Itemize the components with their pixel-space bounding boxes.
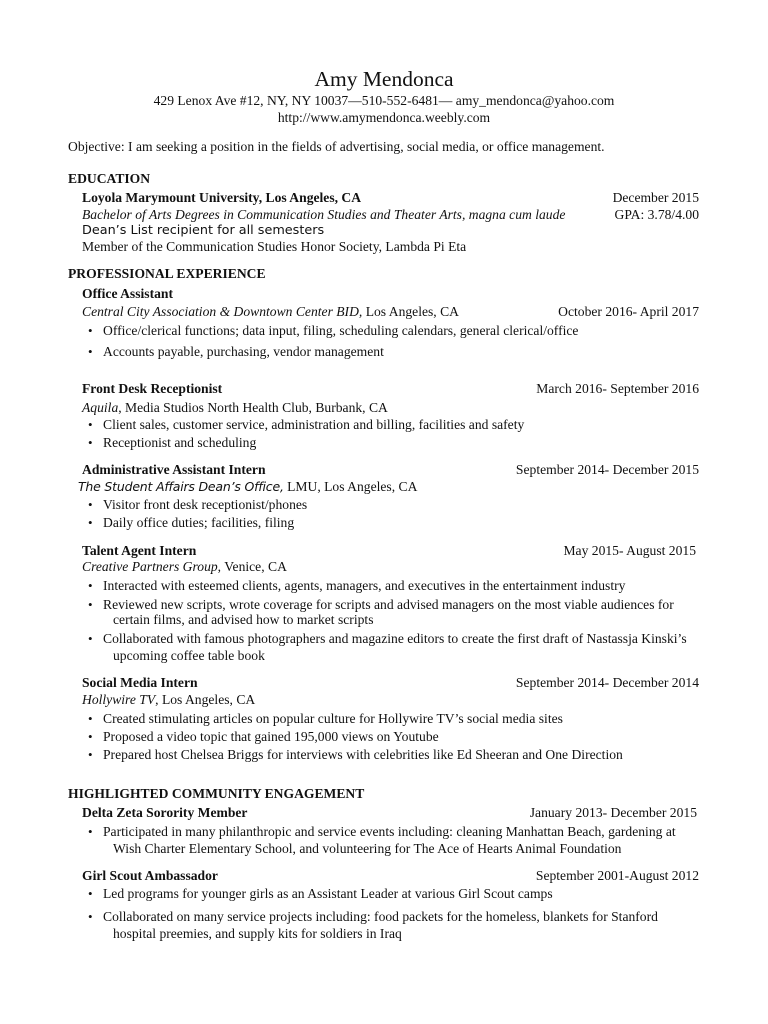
job-bullet: Accounts payable, purchasing, vendor management [103, 344, 384, 359]
job-bullet: Created stimulating articles on popular culture for Hollywire TV’s social media sites [103, 711, 563, 726]
job-bullet-continued: upcoming coffee table book [113, 648, 265, 663]
job-org-line [82, 691, 255, 708]
job-location: , Venice, CA [217, 559, 287, 574]
job-bullet: Reviewed new scripts, wrote coverage for scripts and advised managers on the most viable audiences for [103, 597, 674, 612]
job-title: Administrative Assistant Intern [82, 462, 266, 477]
job-bullet: Proposed a video topic that gained 195,000 views on Youtube [103, 729, 439, 744]
bullet: • [88, 497, 93, 512]
bullet: • [88, 344, 93, 359]
bullet: • [88, 747, 93, 762]
job-bullet: Receptionist and scheduling [103, 435, 257, 450]
community-bullet-continued: Wish Charter Elementary School, and volunteering for The Ace of Hearts Animal Foundation [113, 841, 622, 856]
community-bullet-continued: hospital preemies, and supply kits for soldiers in Iraq [113, 926, 402, 941]
community-date: September 2001-August 2012 [535, 868, 699, 883]
job-title: Talent Agent Intern [82, 543, 197, 558]
job-location: , Media Studios North Health Club, Burbank, CA [118, 400, 388, 415]
job-bullet: Interacted with esteemed clients, agents, managers, and executives in the entertainment industry [103, 578, 626, 593]
job-org: Aquila [82, 400, 119, 415]
degree-text: Bachelor of Arts Degrees in Communication Studies and Theater Arts, magna cum laude [82, 207, 566, 222]
bullet: • [88, 631, 93, 646]
bullet: • [88, 909, 93, 924]
job-org-line [82, 399, 388, 416]
job-location: , Los Angeles, CA [155, 692, 256, 707]
job-title: Front Desk Receptionist [82, 381, 223, 396]
job-date: May 2015- August 2015 [563, 543, 696, 558]
job-title: Office Assistant [82, 286, 173, 301]
gpa-text: GPA: 3.78/4.00 [614, 207, 699, 222]
job-location: Los Angeles, CA [362, 304, 459, 319]
community-bullet: Collaborated on many service projects including: food packets for the homeless, blankets for Stanford [103, 909, 658, 924]
education-date: December 2015 [612, 190, 699, 205]
contact-line: 429 Lenox Ave #12, NY, NY 10037—510-552-6481— amy_mendonca@yahoo.com [153, 93, 615, 108]
community-heading: HIGHLIGHTED COMMUNITY ENGAGEMENT [68, 786, 365, 801]
job-org-line [78, 478, 417, 495]
school-name: Loyola Marymount University, Los Angeles, CA [82, 190, 362, 205]
job-bullet: Collaborated with famous photographers and magazine editors to create the first draft of Nastassja Kinski’s [103, 631, 687, 646]
experience-heading: PROFESSIONAL EXPERIENCE [68, 266, 266, 281]
job-org-line [82, 303, 459, 320]
objective-text: Objective: I am seeking a position in the fields of advertising, social media, or office management. [68, 139, 605, 154]
website-link[interactable]: http://www.amymendonca.weebly.com [277, 110, 491, 125]
job-org: Central City Association & Downtown Center BID, [82, 304, 363, 319]
bullet: • [88, 515, 93, 530]
job-location: LMU, Los Angeles, CA [283, 479, 418, 494]
education-line: Dean’s List recipient for all semesters [82, 223, 325, 238]
community-title: Girl Scout Ambassador [82, 868, 218, 883]
bullet: • [88, 578, 93, 593]
community-bullet: Led programs for younger girls as an Assistant Leader at various Girl Scout camps [103, 886, 553, 901]
bullet: • [88, 597, 93, 612]
bullet: • [88, 417, 93, 432]
job-bullet: Prepared host Chelsea Briggs for interviews with celebrities like Ed Sheeran and One Direction [103, 747, 623, 762]
bullet: • [88, 886, 93, 901]
bullet: • [88, 729, 93, 744]
job-date: October 2016- April 2017 [558, 304, 699, 319]
education-heading: EDUCATION [68, 171, 151, 186]
bullet: • [88, 824, 93, 839]
job-bullet-continued: certain films, and advised how to market scripts [113, 612, 374, 627]
job-bullet: Office/clerical functions; data input, filing, scheduling calendars, general clerical/office [103, 323, 579, 338]
bullet: • [88, 711, 93, 726]
job-bullet: Visitor front desk receptionist/phones [103, 497, 308, 512]
bullet: • [88, 323, 93, 338]
resume-name: Amy Mendonca [314, 67, 454, 91]
job-org-line [82, 558, 287, 575]
job-org: Hollywire TV [82, 692, 156, 707]
bullet: • [88, 435, 93, 450]
job-date: September 2014- December 2014 [515, 675, 699, 690]
job-title: Social Media Intern [82, 675, 198, 690]
community-date: January 2013- December 2015 [529, 805, 697, 820]
community-bullet: Participated in many philanthropic and service events including: cleaning Manhattan Beach, gardening at [103, 824, 676, 839]
job-org: Creative Partners Group [82, 559, 218, 574]
job-date: March 2016- September 2016 [536, 381, 699, 396]
job-date: September 2014- December 2015 [515, 462, 699, 477]
job-org: The Student Affairs Dean’s Office, [78, 479, 284, 494]
education-line: Member of the Communication Studies Honor Society, Lambda Pi Eta [82, 239, 467, 254]
job-bullet: Daily office duties; facilities, filing [103, 515, 295, 530]
community-title: Delta Zeta Sorority Member [82, 805, 248, 820]
job-bullet: Client sales, customer service, administration and billing, facilities and safety [103, 417, 525, 432]
